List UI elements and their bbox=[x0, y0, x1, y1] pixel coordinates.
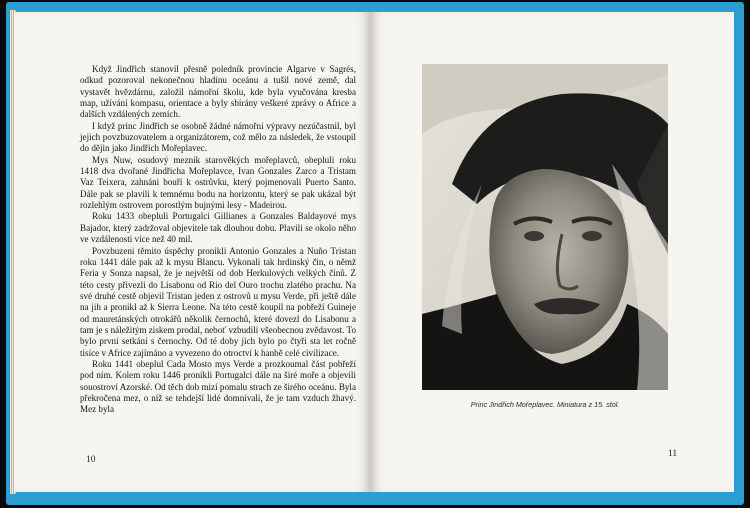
paragraph: Když Jindřich stanovil přesně poledník provincie Algarve v Sagrés, odkud pozoroval nekonečnou hladinu oceánu a tušil nové země, dal vystavět hvězdárnu, založil námořní školu, kde byla vyučována kresba map, užívání kompasu, orientace a byly sbírány veškeré zprávy o Africe a dalších vzdálených zemích. bbox=[80, 64, 356, 120]
page-number-left: 10 bbox=[86, 455, 96, 465]
paragraph: I když princ Jindřich se osobně žádné námořní výpravy nezúčastnil, byl jejich povzbuzovatelem a organizátorem, což mělo za následek, že vstoupil do dějin jako Jindřich Mořeplavec. bbox=[80, 120, 356, 154]
left-page bbox=[14, 12, 371, 492]
portrait-image bbox=[422, 64, 668, 390]
paragraph: Roku 1441 obeplul Cada Mosto mys Verde a prozkoumal část pobřeží pod ním. Kolem roku 1446 pronikli Portugalci dále na širé moře a objevili souostroví Azorské. Od těch dob mizí pomalu strach ze širého oceánu. Byla překročena mez, o níž se tehdejší lidé domnívali, že je tam vzduch žhavý. Mez byla bbox=[80, 358, 356, 415]
right-page bbox=[371, 12, 734, 492]
page-number-right: 11 bbox=[668, 449, 678, 459]
paragraph: Mys Nuw, osudový mezník starověkých mořeplavců, obepluli roku 1418 dva dvořané Jindřicha Mořeplavce, Ivan Gonzales Zarco a Tristam Vaz Teixera, zahnáni bouří k ostrůvku, který pojmenovali Puerto Santo. Dále pak se plavili k temnému bodu na horizontu, který se pak ukázal být rozlehlým ostrovem porostlým bujnými lesy - Madeirou. bbox=[80, 154, 356, 211]
figure-caption: Princ Jindřich Mořeplavec. Miniatura z 15. stol. bbox=[470, 400, 620, 409]
paragraph: Roku 1433 obepluli Portugalci Gillianes a Gonzales Baldayové mys Bajador, který zadržoval objevitele tak dlouhou dobu. Plavili se okolo něho ve vzdálenosti více než 40 mil. bbox=[80, 211, 356, 245]
body-text bbox=[80, 64, 356, 416]
paragraph: Povzbuzeni těmito úspěchy pronikli Antonio Gonzales a Nuño Tristan roku 1441 dále pak až k mysu Blancu. Vykonali tak hrdinský čin, o němž Feria y Sonza napsal, že je největší od dob Herkulových velkých činů. Z této cesty přivezli do Lisabonu od Rio del Ouro trochu zlatého prachu. Na své druhé cestě objevil Tristan jeden z ostrovů u mysu Verde, při ještě dále na jih a pronikl až k Sierra Leone. Na této cestě koupil na pobřeží Guineje od mauretánských otrokářů několik černochů, které dovezl do Lisabonu a tam je s náležitým ziskem prodal, neboť vzbudili všeobecnou zvědavost. To bylo první setkání s černochy. Od té doby jich bylo po čtyři sta let ročně tisíce v Africe zajímáno a vyvezeno do otroctví k hanbě celé civilizace. bbox=[80, 245, 356, 358]
